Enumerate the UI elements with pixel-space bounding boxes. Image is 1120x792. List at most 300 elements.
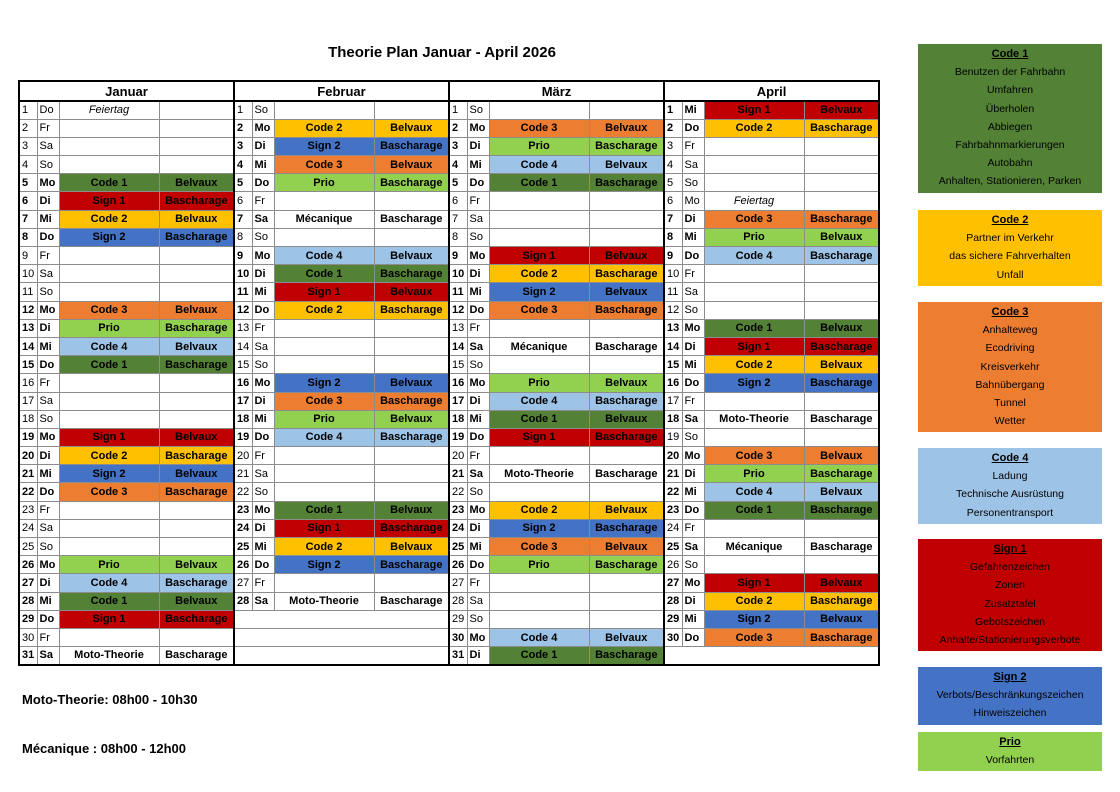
legend-item: Verbots/Beschränkungszeichen (936, 689, 1084, 702)
location-cell: Bascharage (804, 628, 879, 646)
day-number: 23 (449, 501, 467, 519)
location-cell (374, 574, 449, 592)
legend-item: Anhalte/Stationierungsverbote (939, 634, 1081, 647)
location-cell: Belvaux (374, 119, 449, 137)
weekday: Di (252, 137, 274, 155)
weekday: Do (682, 501, 704, 519)
location-cell: Bascharage (374, 592, 449, 610)
weekday: Do (37, 610, 59, 628)
weekday: So (252, 228, 274, 246)
weekday: Di (467, 392, 489, 410)
location-cell: Bascharage (159, 647, 234, 665)
day-number: 9 (449, 247, 467, 265)
table-row (19, 428, 879, 446)
day-number: 15 (19, 356, 37, 374)
course-cell: Code 1 (704, 319, 804, 337)
course-cell: Code 1 (489, 410, 589, 428)
course-cell: Sign 2 (489, 283, 589, 301)
page-title: Theorie Plan Januar - April 2026 (328, 44, 556, 61)
day-number: 28 (234, 592, 252, 610)
location-cell: Belvaux (589, 119, 664, 137)
weekday: Di (682, 337, 704, 355)
day-number: 8 (19, 228, 37, 246)
day-number: 23 (664, 501, 682, 519)
day-number: 9 (664, 247, 682, 265)
weekday: So (252, 356, 274, 374)
course-cell (59, 283, 159, 301)
weekday: Mo (467, 501, 489, 519)
location-cell: Bascharage (374, 137, 449, 155)
day-number: 18 (19, 410, 37, 428)
location-cell (374, 483, 449, 501)
location-cell: Bascharage (589, 174, 664, 192)
weekday: Di (252, 392, 274, 410)
day-number: 11 (19, 283, 37, 301)
course-cell: Code 1 (59, 592, 159, 610)
weekday: Sa (252, 592, 274, 610)
day-number: 1 (234, 101, 252, 119)
weekday: So (467, 101, 489, 119)
weekday: So (252, 483, 274, 501)
location-cell: Bascharage (804, 538, 879, 556)
day-number: 15 (449, 356, 467, 374)
weekday: Fr (252, 574, 274, 592)
day-number: 13 (664, 319, 682, 337)
location-cell: Belvaux (589, 501, 664, 519)
location-cell (159, 101, 234, 119)
legend-title: Code 1 (991, 48, 1029, 60)
month-header: Januar (19, 81, 234, 101)
day-number: 8 (449, 228, 467, 246)
location-cell: Belvaux (159, 174, 234, 192)
table-row (19, 265, 879, 283)
course-cell: Code 2 (704, 592, 804, 610)
weekday: Mi (467, 538, 489, 556)
day-number: 18 (449, 410, 467, 428)
day-number: 9 (19, 247, 37, 265)
day-number: 27 (19, 574, 37, 592)
course-cell (489, 447, 589, 465)
location-cell: Belvaux (374, 283, 449, 301)
legend-item: Ladung (992, 470, 1028, 483)
weekday: Mi (252, 538, 274, 556)
weekday: Mi (682, 228, 704, 246)
legend-sign1 (918, 539, 1102, 651)
weekday: So (467, 356, 489, 374)
course-cell: Sign 2 (704, 374, 804, 392)
day-number: 16 (449, 374, 467, 392)
day-number: 22 (19, 483, 37, 501)
course-cell: Mécanique (274, 210, 374, 228)
day-number: 17 (664, 392, 682, 410)
course-cell (274, 228, 374, 246)
location-cell: Bascharage (804, 501, 879, 519)
location-cell: Belvaux (159, 301, 234, 319)
course-cell: Code 2 (59, 210, 159, 228)
course-cell: Prio (59, 556, 159, 574)
course-cell (59, 119, 159, 137)
day-number: 7 (19, 210, 37, 228)
legend-item: Vorfahrten (985, 754, 1035, 767)
weekday: Do (682, 628, 704, 646)
weekday: Mo (37, 428, 59, 446)
location-cell (159, 628, 234, 646)
day-number: 25 (234, 538, 252, 556)
course-cell: Prio (274, 174, 374, 192)
location-cell (159, 392, 234, 410)
weekday: Di (252, 265, 274, 283)
table-row (19, 628, 879, 646)
day-number: 6 (19, 192, 37, 210)
location-cell (804, 192, 879, 210)
day-number: 21 (234, 465, 252, 483)
table-row (19, 610, 879, 628)
weekday: Di (467, 137, 489, 155)
mecanique-note: Mécanique : 08h00 - 12h00 (22, 741, 187, 756)
location-cell: Belvaux (589, 247, 664, 265)
weekday: So (37, 410, 59, 428)
location-cell (589, 574, 664, 592)
weekday: Mo (252, 247, 274, 265)
day-number: 29 (19, 610, 37, 628)
location-cell: Bascharage (159, 483, 234, 501)
weekday: Mo (252, 501, 274, 519)
weekday: Do (37, 356, 59, 374)
location-cell: Bascharage (159, 356, 234, 374)
location-cell (159, 265, 234, 283)
day-number: 25 (19, 538, 37, 556)
weekday: Fr (467, 319, 489, 337)
legend-item: Hinweiszeichen (973, 707, 1047, 720)
course-cell: Code 2 (489, 501, 589, 519)
legend-item: Abbiegen (987, 120, 1033, 133)
weekday: Mi (37, 465, 59, 483)
course-cell: Sign 1 (59, 192, 159, 210)
location-cell: Belvaux (589, 283, 664, 301)
day-number: 4 (449, 156, 467, 174)
weekday: Do (252, 428, 274, 446)
course-cell: Code 4 (59, 337, 159, 355)
weekday: Sa (682, 156, 704, 174)
location-cell (159, 156, 234, 174)
weekday: Fr (682, 137, 704, 155)
course-cell: Code 1 (59, 356, 159, 374)
schedule-table (18, 80, 880, 666)
location-cell (374, 337, 449, 355)
location-cell: Bascharage (804, 247, 879, 265)
holiday-label: Feiertag (704, 192, 804, 210)
course-cell: Prio (704, 465, 804, 483)
day-number: 22 (664, 483, 682, 501)
day-number: 18 (234, 410, 252, 428)
day-number: 9 (234, 247, 252, 265)
location-cell (159, 410, 234, 428)
course-cell: Prio (274, 410, 374, 428)
table-row (19, 501, 879, 519)
course-cell: Code 3 (704, 628, 804, 646)
month-header-row (19, 81, 879, 101)
location-cell: Bascharage (374, 428, 449, 446)
table-row (19, 647, 879, 665)
course-cell: Code 3 (274, 156, 374, 174)
location-cell: Belvaux (804, 228, 879, 246)
day-number: 23 (19, 501, 37, 519)
day-number: 1 (19, 101, 37, 119)
weekday: Di (682, 465, 704, 483)
course-cell (704, 556, 804, 574)
day-number: 2 (664, 119, 682, 137)
day-number: 16 (664, 374, 682, 392)
location-cell: Belvaux (804, 356, 879, 374)
location-cell (589, 228, 664, 246)
location-cell (589, 101, 664, 119)
day-number: 28 (19, 592, 37, 610)
legend-item: Zusatztafel (984, 597, 1036, 610)
day-number: 15 (664, 356, 682, 374)
table-row (19, 137, 879, 155)
course-cell (274, 465, 374, 483)
table-row (19, 283, 879, 301)
weekday: Di (682, 210, 704, 228)
course-cell: Code 3 (489, 301, 589, 319)
day-number: 20 (234, 447, 252, 465)
weekday: Do (467, 428, 489, 446)
course-cell: Moto-Theorie (274, 592, 374, 610)
day-number: 1 (449, 101, 467, 119)
course-cell: Code 4 (274, 247, 374, 265)
location-cell (804, 265, 879, 283)
weekday: Fr (467, 574, 489, 592)
location-cell (804, 301, 879, 319)
location-cell: Bascharage (374, 519, 449, 537)
course-cell: Code 2 (489, 265, 589, 283)
course-cell (59, 410, 159, 428)
month-header: April (664, 81, 879, 101)
weekday: So (467, 483, 489, 501)
course-cell: Code 3 (489, 119, 589, 137)
location-cell: Bascharage (374, 556, 449, 574)
location-cell: Bascharage (589, 556, 664, 574)
weekday: Sa (467, 337, 489, 355)
weekday: Fr (252, 447, 274, 465)
course-cell: Prio (59, 319, 159, 337)
day-number: 21 (449, 465, 467, 483)
legend-item: Überholen (985, 102, 1035, 115)
day-number: 3 (234, 137, 252, 155)
table-row (19, 374, 879, 392)
location-cell: Bascharage (589, 137, 664, 155)
course-cell (59, 501, 159, 519)
weekday: Do (252, 174, 274, 192)
day-number: 17 (234, 392, 252, 410)
course-cell: Sign 1 (274, 283, 374, 301)
day-number: 18 (664, 410, 682, 428)
course-cell: Sign 1 (59, 428, 159, 446)
weekday: Sa (252, 210, 274, 228)
table-row (19, 247, 879, 265)
day-number: 5 (449, 174, 467, 192)
course-cell: Prio (489, 374, 589, 392)
weekday: Mo (682, 574, 704, 592)
weekday: So (682, 301, 704, 319)
location-cell: Bascharage (589, 428, 664, 446)
weekday: Fr (467, 192, 489, 210)
day-number: 5 (664, 174, 682, 192)
weekday: Sa (37, 519, 59, 537)
location-cell (804, 283, 879, 301)
course-cell: Sign 1 (489, 247, 589, 265)
location-cell (159, 119, 234, 137)
course-cell: Sign 1 (704, 337, 804, 355)
day-number: 24 (664, 519, 682, 537)
location-cell (804, 519, 879, 537)
course-cell: Code 4 (704, 247, 804, 265)
day-number: 6 (449, 192, 467, 210)
weekday: Fr (37, 247, 59, 265)
weekday: Di (37, 319, 59, 337)
course-cell: Prio (704, 228, 804, 246)
day-number: 31 (19, 647, 37, 665)
day-number: 11 (234, 283, 252, 301)
legend-code4 (918, 448, 1102, 524)
weekday: Do (37, 483, 59, 501)
day-number: 19 (664, 428, 682, 446)
legend-item: Fahrbahnmarkierungen (955, 139, 1065, 152)
course-cell: Prio (489, 556, 589, 574)
day-number: 10 (234, 265, 252, 283)
location-cell: Belvaux (159, 210, 234, 228)
day-number: 14 (234, 337, 252, 355)
weekday: So (37, 156, 59, 174)
table-row (19, 519, 879, 537)
course-cell: Code 4 (489, 628, 589, 646)
weekday: Mi (682, 356, 704, 374)
table-row (19, 447, 879, 465)
course-cell (489, 228, 589, 246)
location-cell: Bascharage (374, 265, 449, 283)
day-number: 29 (664, 610, 682, 628)
weekday: Di (467, 647, 489, 665)
day-number: 13 (449, 319, 467, 337)
location-cell (804, 137, 879, 155)
course-cell: Moto-Theorie (59, 647, 159, 665)
course-cell: Moto-Theorie (489, 465, 589, 483)
course-cell: Sign 2 (274, 556, 374, 574)
day-number: 10 (449, 265, 467, 283)
course-cell: Code 4 (489, 392, 589, 410)
location-cell (159, 137, 234, 155)
table-row (19, 574, 879, 592)
day-number: 8 (664, 228, 682, 246)
weekday: Mo (252, 374, 274, 392)
weekday: Mi (467, 283, 489, 301)
day-number: 23 (234, 501, 252, 519)
location-cell (374, 465, 449, 483)
day-number: 1 (664, 101, 682, 119)
day-number: 2 (19, 119, 37, 137)
day-number: 29 (449, 610, 467, 628)
day-number: 27 (234, 574, 252, 592)
course-cell (704, 156, 804, 174)
empty-cell (234, 610, 449, 628)
location-cell: Belvaux (374, 538, 449, 556)
day-number: 2 (234, 119, 252, 137)
weekday: Do (682, 119, 704, 137)
day-number: 25 (664, 538, 682, 556)
weekday: Mo (467, 374, 489, 392)
location-cell: Belvaux (804, 101, 879, 119)
day-number: 7 (234, 210, 252, 228)
weekday: Mi (37, 592, 59, 610)
location-cell (804, 556, 879, 574)
location-cell: Bascharage (804, 119, 879, 137)
location-cell (804, 156, 879, 174)
weekday: Di (37, 447, 59, 465)
day-number: 10 (664, 265, 682, 283)
legend-code1 (918, 44, 1102, 193)
course-cell: Code 1 (274, 501, 374, 519)
weekday: Fr (37, 628, 59, 646)
legend-item: Tunnel (994, 397, 1026, 410)
location-cell: Bascharage (589, 465, 664, 483)
course-cell (59, 374, 159, 392)
course-cell (489, 610, 589, 628)
day-number: 4 (664, 156, 682, 174)
course-cell: Mécanique (704, 538, 804, 556)
course-cell (274, 319, 374, 337)
course-cell (59, 247, 159, 265)
location-cell (374, 192, 449, 210)
location-cell: Belvaux (589, 538, 664, 556)
weekday: Fr (252, 319, 274, 337)
course-cell (489, 210, 589, 228)
weekday: Mo (252, 119, 274, 137)
legend-title: Sign 2 (993, 671, 1027, 683)
weekday: Sa (37, 265, 59, 283)
location-cell: Bascharage (159, 574, 234, 592)
course-cell: Code 3 (274, 392, 374, 410)
weekday: Mo (682, 319, 704, 337)
weekday: Di (252, 519, 274, 537)
weekday: Mi (252, 410, 274, 428)
course-cell (274, 337, 374, 355)
weekday: Sa (467, 592, 489, 610)
legend-item: das sichere Fahrverhalten (949, 250, 1071, 263)
day-number: 5 (234, 174, 252, 192)
course-cell: Sign 2 (489, 519, 589, 537)
legend-item: Autobahn (987, 157, 1033, 170)
location-cell (159, 283, 234, 301)
day-number: 30 (19, 628, 37, 646)
course-cell: Code 1 (489, 174, 589, 192)
weekday: Sa (467, 465, 489, 483)
location-cell: Belvaux (804, 483, 879, 501)
course-cell: Code 4 (489, 156, 589, 174)
table-row (19, 119, 879, 137)
day-number: 27 (449, 574, 467, 592)
weekday: Mo (682, 192, 704, 210)
day-number: 19 (234, 428, 252, 446)
location-cell: Bascharage (159, 192, 234, 210)
location-cell: Belvaux (589, 374, 664, 392)
course-cell (59, 628, 159, 646)
weekday: Sa (682, 283, 704, 301)
course-cell: Sign 2 (274, 374, 374, 392)
course-cell (274, 101, 374, 119)
location-cell (804, 174, 879, 192)
table-row (19, 592, 879, 610)
weekday: Fr (682, 519, 704, 537)
